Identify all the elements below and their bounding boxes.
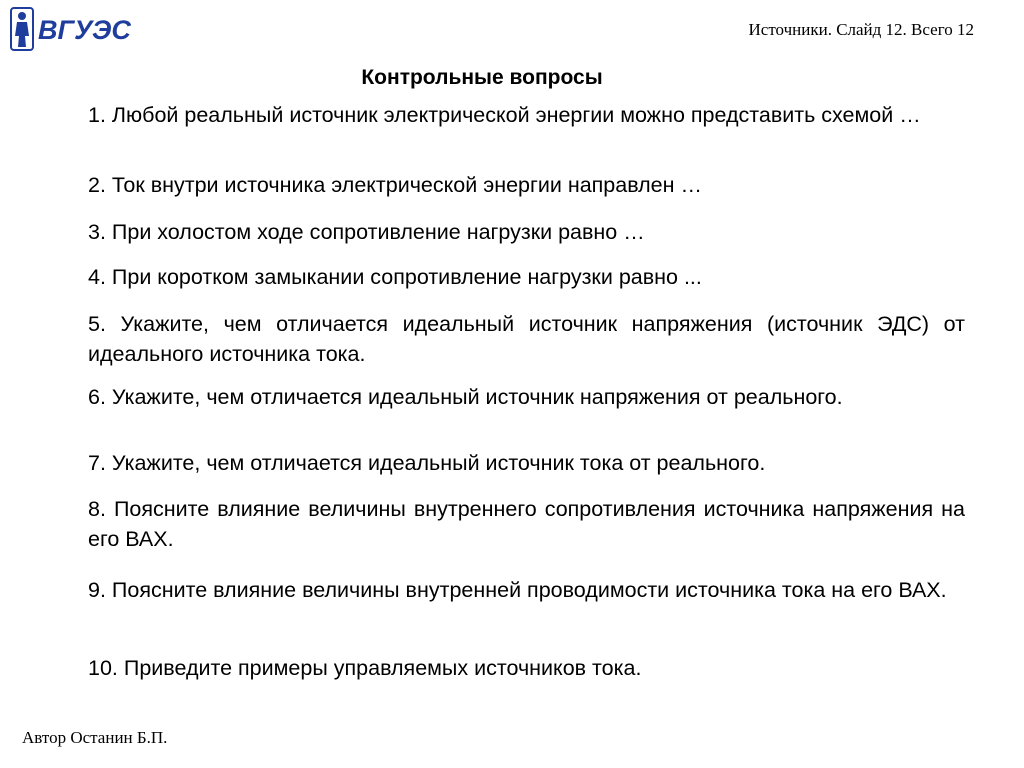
question-3: 3. При холостом ходе сопротивление нагрузки равно … <box>88 220 645 244</box>
question-9: 9. Поясните влияние величины внутренней проводимости источника тока на его ВАХ. <box>88 578 947 602</box>
logo-text: ВГУЭС <box>38 15 131 45</box>
logo-emblem-icon <box>11 8 33 50</box>
university-logo <box>8 6 132 52</box>
question-4: 4. При коротком замыкании сопротивление нагрузки равно ... <box>88 265 702 289</box>
slide-caption: Источники. Слайд 12. Всего 12 <box>748 20 974 39</box>
question-7: 7. Укажите, чем отличается идеальный источник тока от реального. <box>88 451 766 475</box>
question-2: 2. Ток внутри источника электрической энергии направлен … <box>88 173 702 197</box>
question-8: 8. Поясните влияние величины внутреннего сопротивления источника напряжения на его ВАХ. <box>88 497 965 551</box>
slide-title: Контрольные вопросы <box>361 66 603 89</box>
question-5: 5. Укажите, чем отличается идеальный источник напряжения (источник ЭДС) от идеального источника тока. <box>88 312 965 366</box>
question-10: 10. Приведите примеры управляемых источников тока. <box>88 656 642 680</box>
question-1: 1. Любой реальный источник электрической энергии можно представить схемой … <box>88 103 921 127</box>
question-6: 6. Укажите, чем отличается идеальный источник напряжения от реального. <box>88 385 843 409</box>
footer-author: Автор Останин Б.П. <box>22 728 168 747</box>
